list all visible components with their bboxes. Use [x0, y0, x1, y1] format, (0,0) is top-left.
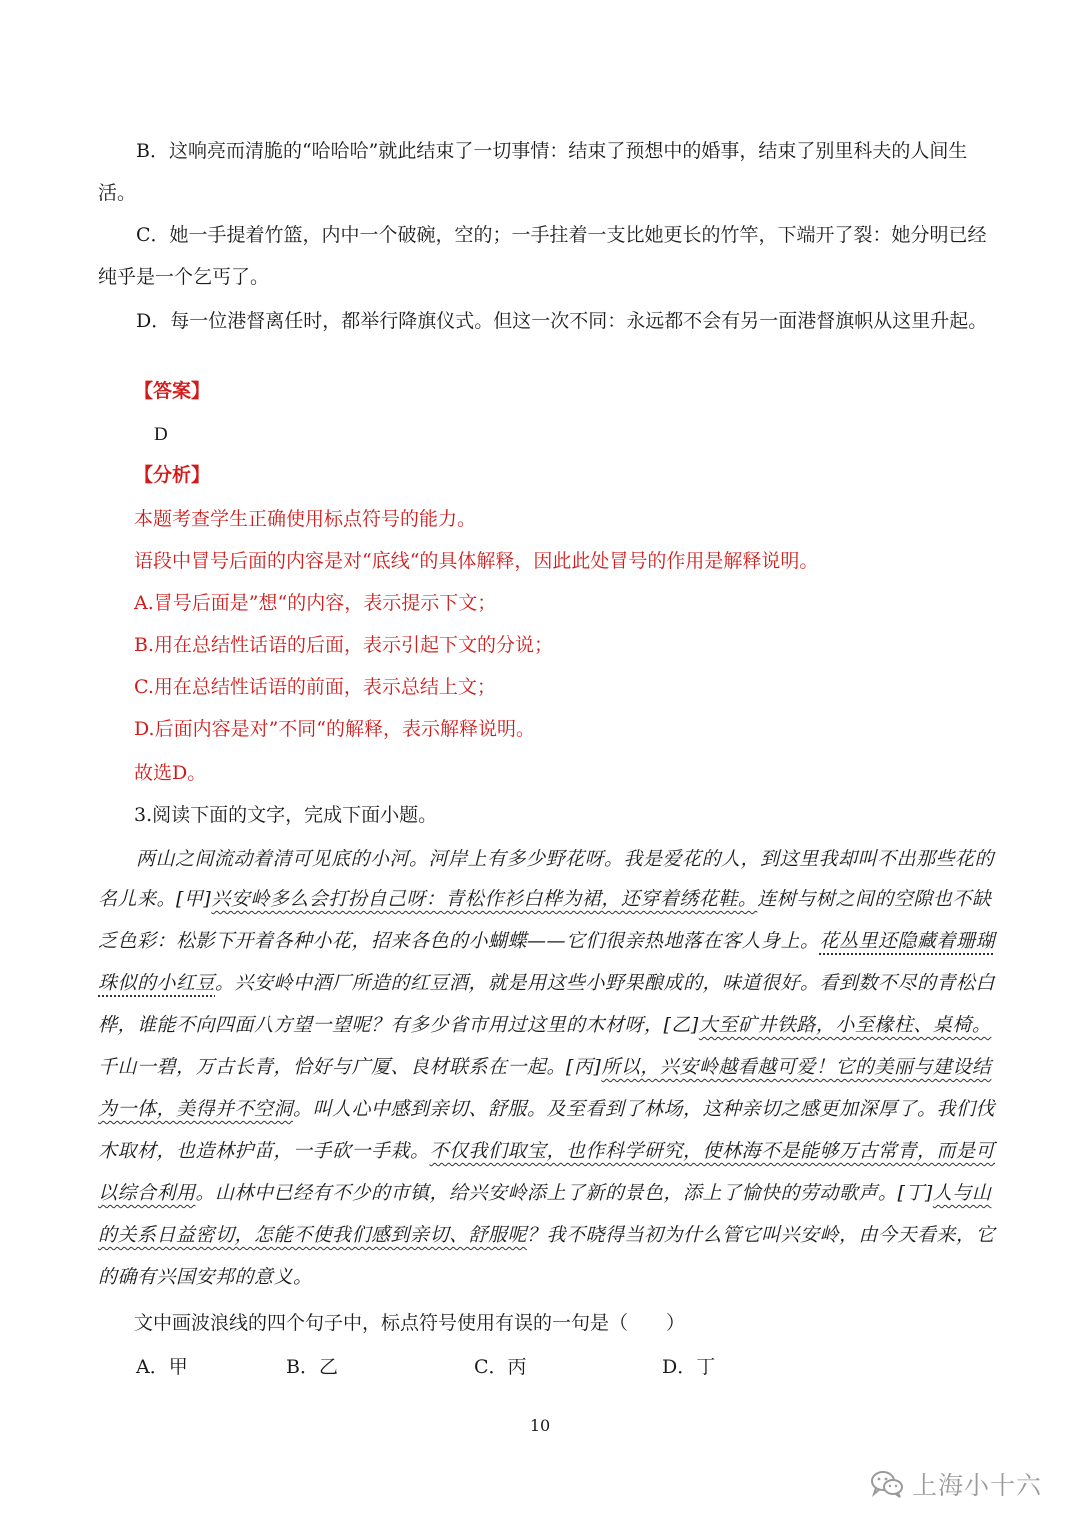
answer-value: D: [154, 424, 168, 445]
choice-d[interactable]: D．丁: [662, 1356, 716, 1378]
passage-line: 为一体，美得并不空洞。叫人心中感到亲切、舒服。及至看到了林场，这种亲切之感更加深厚了。我们伐: [98, 1098, 996, 1120]
wavy-sentence: 不仅我们取宝，也作科学研究，使林海不是能够万古常青，而是可: [429, 1140, 996, 1162]
wavy-sentence-ding: 人与山: [932, 1182, 992, 1204]
answer-heading: 【答案】: [134, 380, 211, 402]
passage-line: 珠似的小红豆。兴安岭中酒厂所造的红豆酒，就是用这些小野果酿成的，味道很好。看到数不尽的青松白: [98, 972, 996, 994]
analysis-line: 语段中冒号后面的内容是对“底线“的具体解释，因此此处冒号的作用是解释说明。: [134, 550, 819, 572]
watermark-text: 上海小十六: [912, 1471, 1043, 1500]
wechat-icon: [870, 1469, 904, 1499]
option-c-line1: C．她一手提着竹篮，内中一个破碗，空的；一手拄着一支比她更长的竹竿，下端开了裂：她分明已经: [136, 224, 987, 246]
passage-line: 木取材，也造林护苗，一手砍一手栽。不仅我们取宝，也作科学研究，使林海不是能够万古常青，而是可: [98, 1140, 996, 1162]
choice-c[interactable]: C．丙: [474, 1356, 527, 1378]
option-c-line2: 纯乎是一个乞丐了。: [98, 266, 270, 288]
question-prompt: 文中画波浪线的四个句子中，标点符号使用有误的一句是（ ）: [134, 1312, 686, 1334]
dotted-phrase: 珠似的小红豆: [98, 972, 216, 994]
analysis-line: C.用在总结性话语的前面，表示总结上文；: [134, 676, 496, 698]
wavy-sentence-ding-cont: 的关系日益密切，怎能不使我们感到亲切、舒服呢: [98, 1224, 528, 1246]
passage-line: 桦，谁能不向四面八方望一望呢？有多少省市用过这里的木材呀，[乙]大至矿井铁路，小至椽柱、桌椅。: [98, 1014, 992, 1036]
wavy-sentence-yi: 大至矿井铁路，小至椽柱、桌椅。: [698, 1014, 992, 1036]
passage-line: 的确有兴国安邦的意义。: [98, 1266, 313, 1288]
option-b-line2: 活。: [98, 182, 137, 204]
dotted-phrase: 花丛里还隐藏着珊瑚: [819, 930, 996, 952]
analysis-heading: 【分析】: [134, 464, 211, 486]
analysis-line: B.用在总结性话语的后面，表示引起下文的分说；: [134, 634, 554, 656]
passage-line: 两山之间流动着清可见底的小河。河岸上有多少野花呀。我是爱花的人，到这里我却叫不出那些花的: [136, 848, 995, 870]
analysis-line: A.冒号后面是”想“的内容，表示提示下文；: [134, 592, 497, 614]
analysis-conclusion: 故选D。: [134, 762, 207, 784]
passage-line: 千山一碧，万古长青，恰好与广厦、良材联系在一起。[丙]所以，兴安岭越看越可爱！它的美丽与建设结: [98, 1056, 992, 1078]
choice-b[interactable]: B．乙: [286, 1356, 338, 1378]
question-intro: 3.阅读下面的文字，完成下面小题。: [134, 804, 438, 826]
watermark: [870, 1460, 1060, 1508]
option-b-line1: B．这响亮而清脆的“哈哈哈”就此结束了一切事情：结束了预想中的婚事，结束了别里科夫的人间生: [136, 140, 968, 162]
wavy-sentence-bing: 所以，兴安岭越看越可爱！它的美丽与建设结: [601, 1056, 992, 1078]
wavy-sentence-bing-cont: 为一体，美得并不空洞: [98, 1098, 294, 1120]
passage-line: 的关系日益密切，怎能不使我们感到亲切、舒服呢？我不晓得当初为什么管它叫兴安岭，由今天看来，它: [98, 1224, 996, 1246]
passage-line: 以综合利用。山林中已经有不少的市镇，给兴安岭添上了新的景色，添上了愉快的劳动歌声。[丁]人与山: [98, 1182, 992, 1204]
passage-line: 名儿来。[甲]兴安岭多么会打扮自己呀：青松作衫白桦为裙，还穿着绣花鞋。连树与树之间的空隙也不缺: [98, 888, 992, 910]
option-d-line1: D．每一位港督离任时，都举行降旗仪式。但这一次不同：永远都不会有另一面港督旗帜从这里升起。: [136, 310, 988, 332]
analysis-line: D.后面内容是对”不同“的解释，表示解释说明。: [134, 718, 536, 740]
page-number: 10: [529, 1416, 551, 1435]
passage-line: 乏色彩：松影下开着各种小花，招来各色的小蝴蝶——它们很亲热地落在客人身上。花丛里还隐藏着珊瑚: [98, 930, 996, 952]
choice-a[interactable]: A．甲: [136, 1356, 188, 1378]
wavy-sentence-cont: 以综合利用: [98, 1182, 196, 1204]
analysis-line: 本题考查学生正确使用标点符号的能力。: [134, 508, 477, 530]
wavy-sentence-jia: 兴安岭多么会打扮自己呀：青松作衫白桦为裙，还穿着绣花鞋。: [211, 888, 758, 910]
